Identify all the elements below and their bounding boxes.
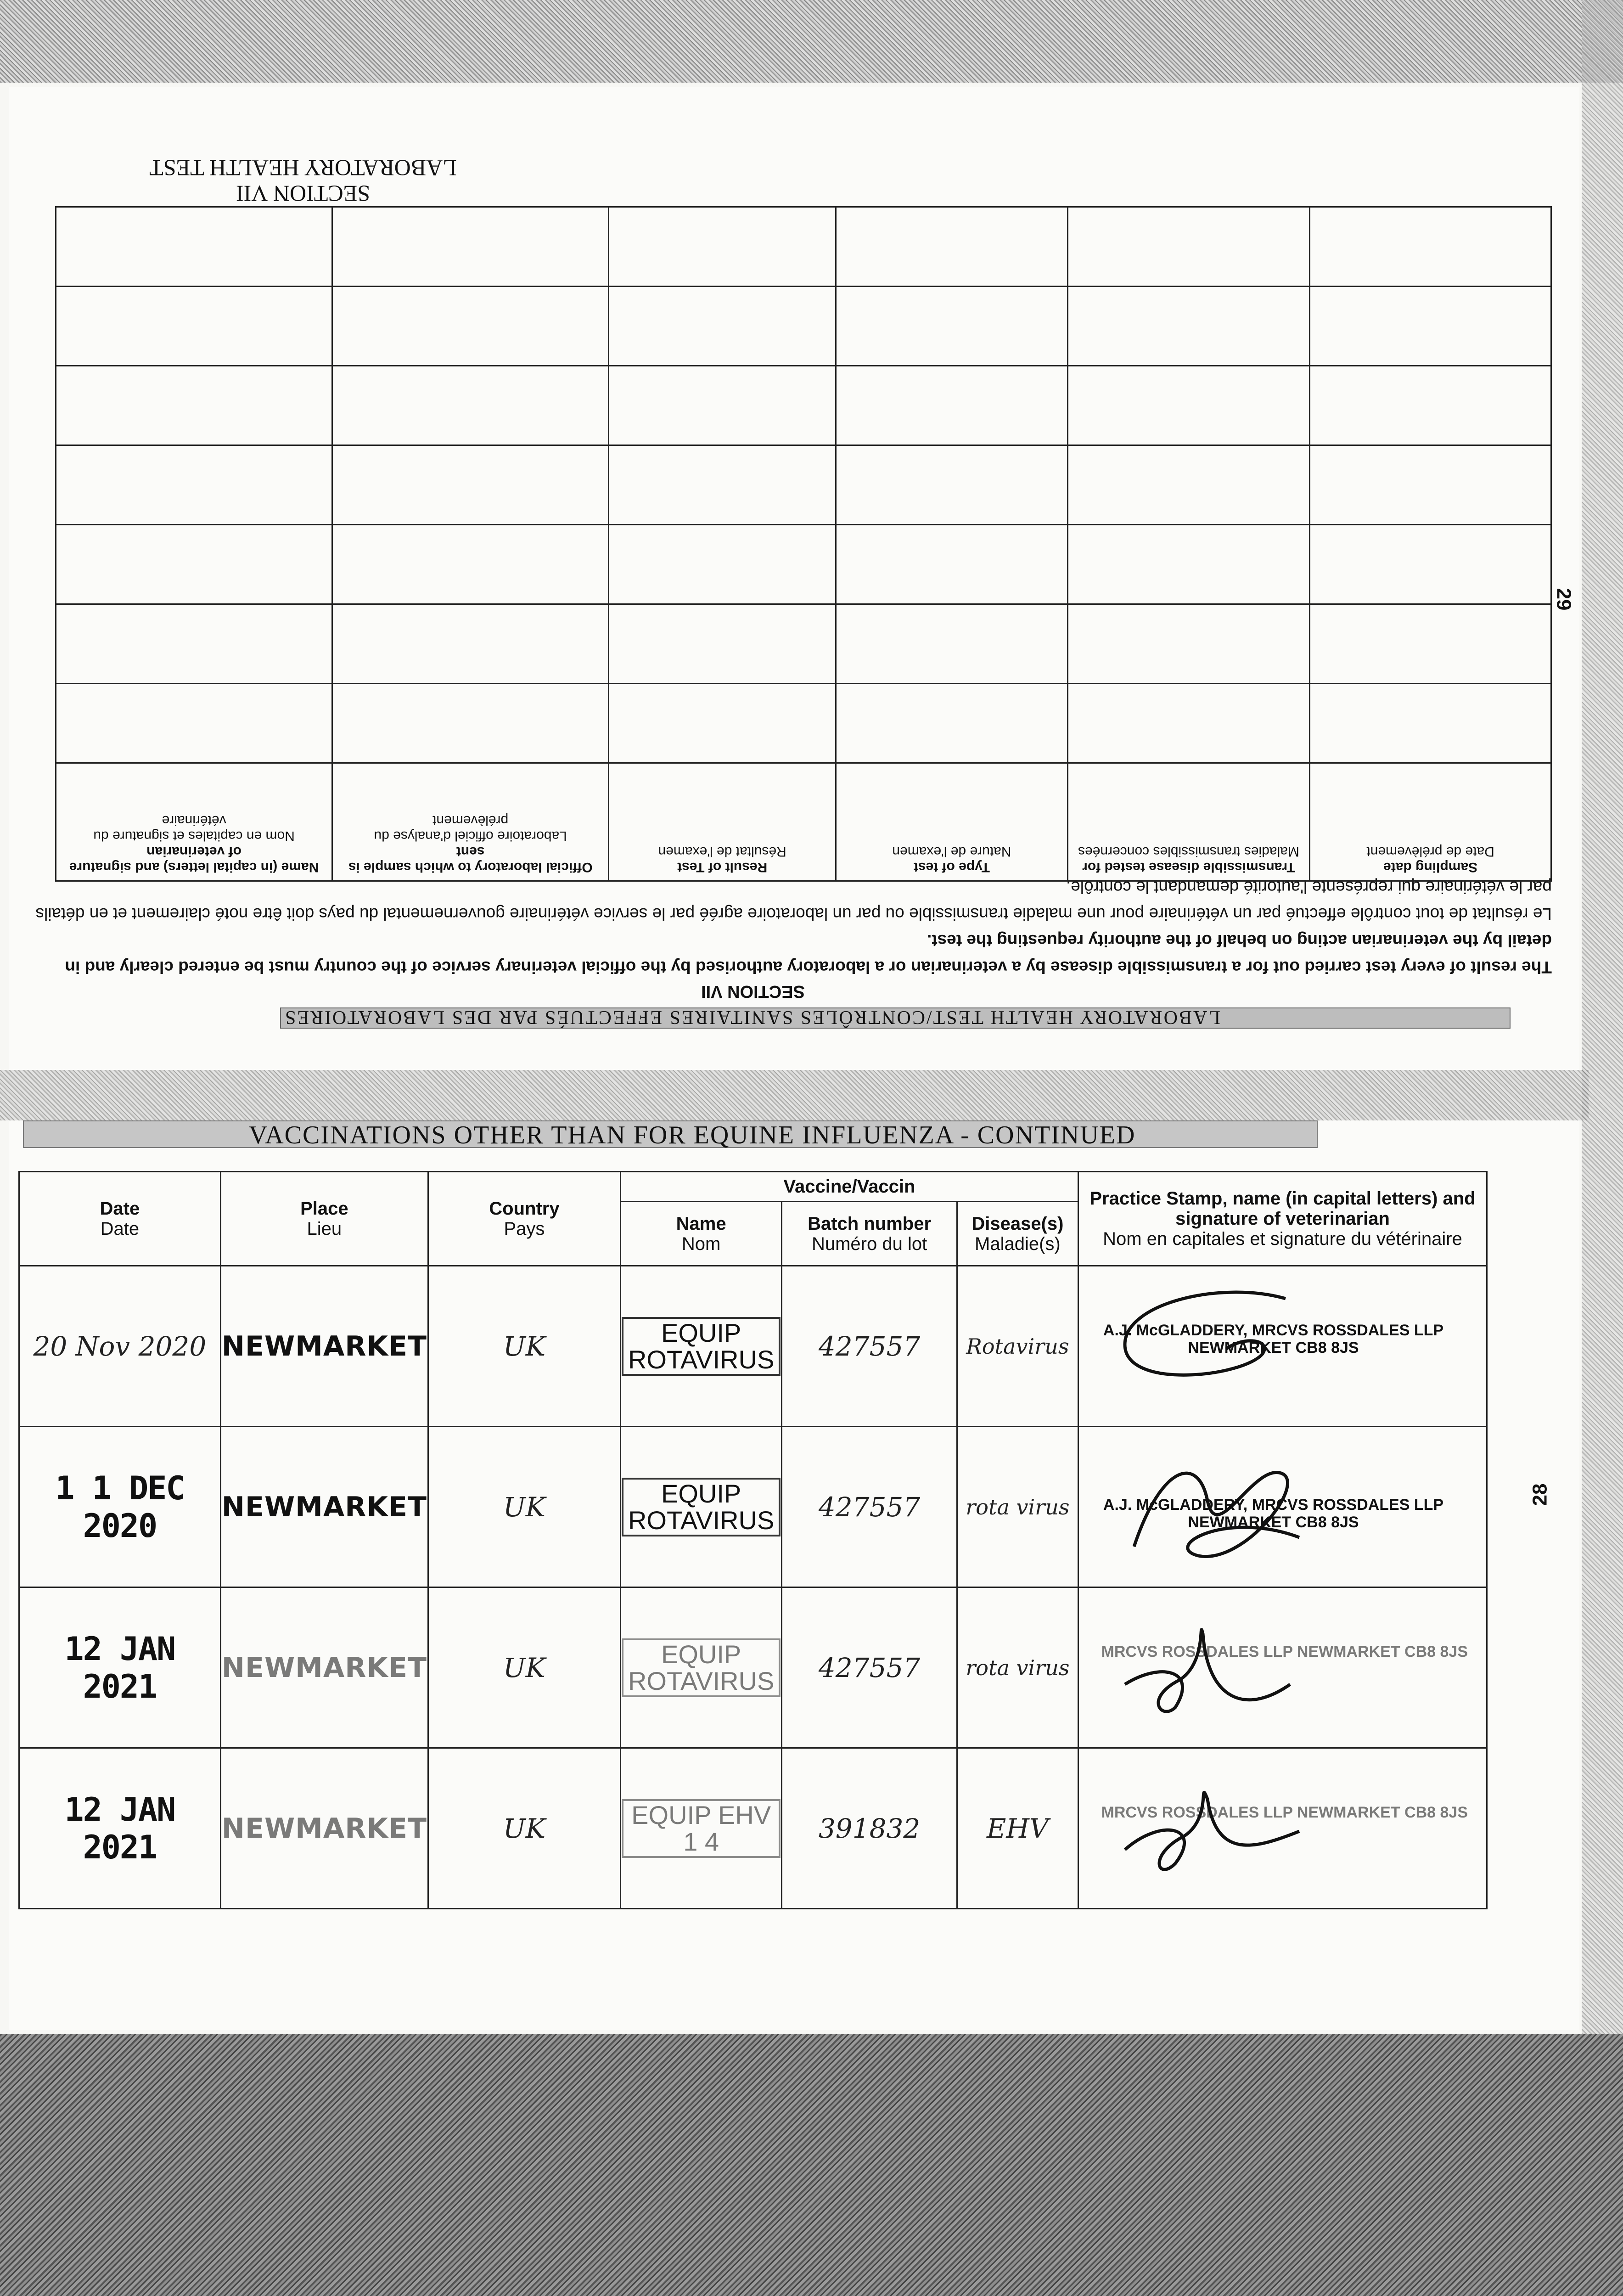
col-disease: Transmissible disease tested for Maladies transmissibles concernées bbox=[1067, 763, 1310, 881]
vaccination-country: UK bbox=[503, 1652, 546, 1683]
page-29 bbox=[9, 87, 1579, 1070]
table-row bbox=[56, 287, 1551, 366]
table-row bbox=[56, 445, 1551, 525]
veterinarian-signature bbox=[1106, 1767, 1309, 1886]
vaccinations-title: VACCINATIONS OTHER THAN FOR EQUINE INFLUENZA - CONTINUED bbox=[23, 1120, 1318, 1148]
vaccination-country: UK bbox=[503, 1491, 546, 1523]
vaccination-date: 12 JAN 2021 bbox=[64, 1630, 175, 1705]
disease: EHV bbox=[986, 1812, 1049, 1844]
vaccination-country: UK bbox=[503, 1812, 546, 1844]
vaccination-place: NEWMARKET bbox=[221, 1491, 427, 1523]
vaccination-date: 12 JAN 2021 bbox=[64, 1790, 175, 1866]
col-vaccine-name: Name Nom bbox=[620, 1202, 781, 1266]
table-row bbox=[19, 1587, 1487, 1748]
vaccination-country: UK bbox=[503, 1330, 546, 1362]
section-heading bbox=[119, 155, 487, 207]
practice-stamp: A.J. McGLADDERY, MRCVS ROSSDALES LLP NEWMARKET CB8 8JS bbox=[1103, 1322, 1444, 1356]
instructions-en: The result of every test carried out for a transmissible disease by a veterinarian or a laboratory authorised by the official veterinary service of the country must be entered clearly and in detail by the veterinarian acting on behalf of the authority requesting the test. bbox=[65, 931, 1552, 977]
col-laboratory: Official laboratory to which sample is sent Laboratoire officiel d'analyse du prélèvement bbox=[332, 763, 609, 881]
table-row bbox=[56, 604, 1551, 684]
lab-test-table bbox=[55, 206, 1552, 882]
page-number: 29 bbox=[1552, 588, 1575, 611]
practice-stamp: MRCVS ROSSDALES LLP NEWMARKET CB8 8JS bbox=[1101, 1804, 1468, 1821]
col-place: Place Lieu bbox=[220, 1172, 428, 1266]
instructions-fr: Le résultat de tout contrôle effectué par un vétérinaire pour une maladie transmissible ou par un laboratoire agréé par le service vétérinaire gouvernemental du pays doit être noté clairement et en détails par le vétérinaire qui représente l'autorité demandant le contrôle. bbox=[35, 878, 1552, 923]
col-country: Country Pays bbox=[428, 1172, 620, 1266]
table-row bbox=[56, 366, 1551, 445]
col-practice-stamp: Practice Stamp, name (in capital letters) and signature of veterinarian Nom en capitales et signature du vétérinaire bbox=[1078, 1172, 1487, 1266]
page-number: 28 bbox=[1528, 1483, 1551, 1506]
col-test-type: Type of test Nature de l'examen bbox=[836, 763, 1068, 881]
table-row bbox=[19, 1266, 1487, 1427]
batch-number: 427557 bbox=[818, 1491, 921, 1523]
vaccine-name-stamp: EQUIP EHV 1 4 bbox=[622, 1799, 781, 1858]
section-title: LABORATORY HEALTH TEST bbox=[149, 155, 457, 181]
col-batch-number: Batch number Numéro du lot bbox=[782, 1202, 957, 1266]
table-row bbox=[56, 684, 1551, 763]
vaccine-name-stamp: EQUIP ROTAVIRUS bbox=[622, 1478, 781, 1536]
disease: rota virus bbox=[966, 1655, 1070, 1680]
col-disease: Disease(s) Maladie(s) bbox=[957, 1202, 1078, 1266]
disease: rota virus bbox=[966, 1494, 1070, 1519]
vaccination-place: NEWMARKET bbox=[221, 1651, 427, 1684]
vaccination-date: 1 1 DEC 2020 bbox=[55, 1469, 185, 1545]
vaccination-date: 20 Nov 2020 bbox=[33, 1330, 207, 1362]
table-row bbox=[56, 525, 1551, 604]
vaccine-name-stamp: EQUIP ROTAVIRUS bbox=[622, 1638, 781, 1697]
col-sampling-date: Sampling date Date de prélèvement bbox=[1310, 763, 1551, 881]
vaccination-place: NEWMARKET bbox=[221, 1330, 427, 1362]
section-label: SECTION VII bbox=[236, 181, 371, 207]
col-date: Date Date bbox=[19, 1172, 221, 1266]
section-sub-label: SECTION VII bbox=[701, 982, 805, 1001]
page-28 bbox=[9, 1120, 1579, 2030]
col-veterinarian: Name (in capital letters) and signature of veterinarian Nom en capitales et signature du vétérinaire bbox=[56, 763, 332, 881]
col-result: Result of Test Résultat de l'examen bbox=[609, 763, 836, 881]
table-row bbox=[56, 207, 1551, 287]
col-vaccine-group: Vaccine/Vaccin bbox=[620, 1172, 1078, 1202]
batch-number: 427557 bbox=[818, 1330, 921, 1362]
veterinarian-signature bbox=[1106, 1606, 1299, 1726]
scan-bottom-shadow bbox=[0, 2034, 1623, 2296]
book-spine bbox=[0, 1070, 1589, 1120]
table-row bbox=[19, 1748, 1487, 1909]
batch-number: 427557 bbox=[818, 1652, 921, 1683]
table-row bbox=[19, 1427, 1487, 1587]
disease: Rotavirus bbox=[966, 1334, 1069, 1359]
practice-stamp: A.J. McGLADDERY, MRCVS ROSSDALES LLP NEWMARKET CB8 8JS bbox=[1103, 1496, 1444, 1531]
vaccination-place: NEWMARKET bbox=[221, 1812, 427, 1845]
batch-number: 391832 bbox=[818, 1812, 921, 1844]
vaccine-name-stamp: EQUIP ROTAVIRUS bbox=[622, 1317, 781, 1376]
instructions-paragraph bbox=[23, 874, 1552, 980]
scan-top-shadow bbox=[0, 0, 1623, 83]
practice-stamp: MRCVS ROSSDALES LLP NEWMARKET CB8 8JS bbox=[1101, 1643, 1468, 1660]
vaccinations-table bbox=[18, 1171, 1488, 1909]
scan-right-edge bbox=[1582, 0, 1623, 2043]
section-band-title: LABORATORY HEALTH TEST/CONTRÔLES SANITAIRES EFFECTUÉS PAR DES LABORATOIRES bbox=[280, 1007, 1511, 1029]
